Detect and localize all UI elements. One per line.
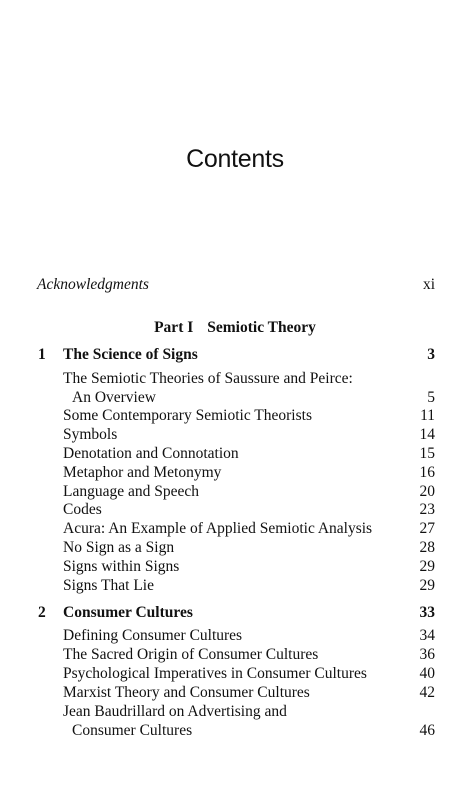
toc-section-title: Signs That Lie xyxy=(63,577,154,594)
toc-section[interactable] xyxy=(0,444,470,464)
toc-section[interactable] xyxy=(0,463,470,483)
toc-chapter-1[interactable] xyxy=(0,345,470,365)
toc-page-number: xi xyxy=(422,276,435,293)
toc-section[interactable] xyxy=(0,557,470,577)
toc-section[interactable] xyxy=(0,500,470,520)
toc-section-title: The Sacred Origin of Consumer Cultures xyxy=(63,646,319,663)
toc-section[interactable] xyxy=(0,645,470,665)
toc-section-title: Defining Consumer Cultures xyxy=(63,627,243,644)
toc-section-title: Language and Speech xyxy=(63,483,199,500)
toc-section-title: Acura: An Example of Applied Semiotic Analysis xyxy=(63,520,373,537)
toc-page-number: 36 xyxy=(419,646,435,663)
toc-page-number: 5 xyxy=(427,389,435,406)
toc-page-number: 28 xyxy=(419,539,435,556)
toc-section-title: Marxist Theory and Consumer Cultures xyxy=(63,684,310,701)
chapter-title: Consumer Cultures xyxy=(63,604,193,621)
toc-section[interactable] xyxy=(0,369,470,389)
toc-page-number: 15 xyxy=(419,445,435,462)
toc-page-number: 33 xyxy=(419,604,435,621)
toc-page-number: 23 xyxy=(419,501,435,518)
toc-page-number: 42 xyxy=(419,684,435,701)
chapter-number: 1 xyxy=(38,346,46,363)
page-title: Contents xyxy=(186,145,284,173)
toc-section-title: Metaphor and Metonymy xyxy=(63,464,222,481)
toc-page-number: 16 xyxy=(419,464,435,481)
toc-page-number: 3 xyxy=(427,346,435,363)
toc-section-title: Consumer Cultures xyxy=(72,722,193,739)
toc-section[interactable] xyxy=(0,519,470,539)
part-label: Part I xyxy=(154,319,194,336)
toc-section-title: Signs within Signs xyxy=(63,558,180,575)
toc-section[interactable] xyxy=(0,406,470,426)
toc-section-title: An Overview xyxy=(72,389,156,406)
toc-page-number: 14 xyxy=(419,426,435,443)
toc-section[interactable] xyxy=(0,482,470,502)
toc-page-number: 34 xyxy=(419,627,435,644)
toc-section[interactable] xyxy=(0,702,470,722)
toc-entry-acknowledgments[interactable] xyxy=(0,275,470,295)
toc-page-number: 27 xyxy=(419,520,435,537)
part-title: Semiotic Theory xyxy=(207,319,316,336)
toc-section[interactable] xyxy=(0,626,470,646)
toc-section[interactable] xyxy=(0,576,470,596)
toc-section-title: Psychological Imperatives in Consumer Cultures xyxy=(63,665,367,682)
toc-chapter-2[interactable] xyxy=(0,603,470,623)
toc-section-title: Some Contemporary Semiotic Theorists xyxy=(63,407,312,424)
toc-page-number: 20 xyxy=(419,483,435,500)
toc-section-title: The Semiotic Theories of Saussure and Peirce: xyxy=(63,370,353,387)
toc-page-number: 40 xyxy=(419,665,435,682)
toc-page-number: 46 xyxy=(419,722,435,739)
toc-section-title: Symbols xyxy=(63,426,118,443)
toc-page-number: 29 xyxy=(419,577,435,594)
toc-page-number: 11 xyxy=(420,407,435,424)
toc-section-title: Jean Baudrillard on Advertising and xyxy=(63,703,287,720)
toc-section[interactable] xyxy=(0,425,470,445)
toc-section[interactable] xyxy=(0,683,470,703)
toc-section[interactable] xyxy=(0,664,470,684)
chapter-number: 2 xyxy=(38,604,46,621)
toc-section-title: No Sign as a Sign xyxy=(63,539,175,556)
toc-section-continuation[interactable] xyxy=(0,721,470,741)
toc-entry-label: Acknowledgments xyxy=(37,276,149,293)
part-heading xyxy=(0,318,470,338)
toc-section[interactable] xyxy=(0,538,470,558)
toc-section-title: Codes xyxy=(63,501,102,518)
toc-section-title: Denotation and Connotation xyxy=(63,445,239,462)
chapter-title: The Science of Signs xyxy=(63,346,198,363)
toc-section-continuation[interactable] xyxy=(0,388,470,408)
toc-page-number: 29 xyxy=(419,558,435,575)
